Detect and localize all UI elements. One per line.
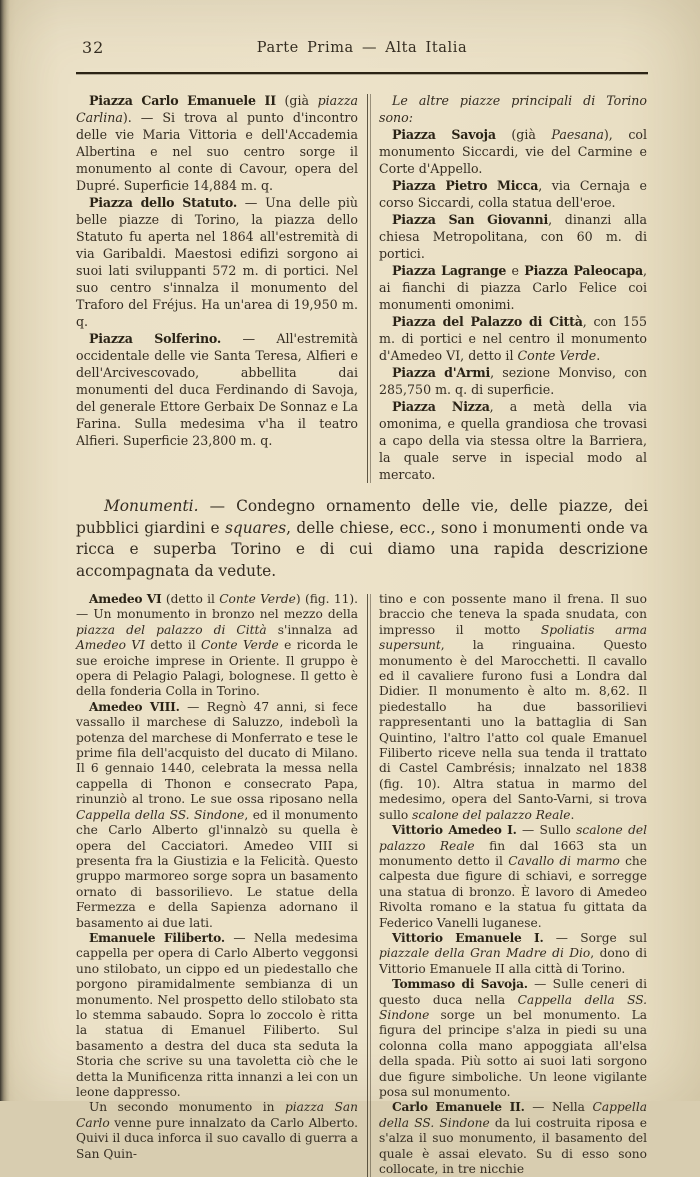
- paragraph: Amedeo VIII. — Regnò 47 anni, si fece vassallo il marchese di Saluzzo, indebolì la potenza del marchese di Monferrato e tese le prime fila dell'acquisto del ducato di Milano. Il 6 gennaio 1440, celebrata la messa nella cappella di Thonon e consecrato Papa, rinunziò al trono. Le sue ossa riposano nella Cappella della SS. Sindone, ed il monumento che Carlo Alberto gl'innalzò su quella è opera del Cacciatori. Amedeo VIII si presenta fra la Giustizia e la Felicità. Questo gruppo marmoreo sorge sopra un basamento ornato di bassorilievo. Le statue della Fermezza e della Sapienza adornano il basamento ai due lati.: [76, 699, 359, 930]
- paragraph: Piazza Savoja (già Paesana), col monumento Siccardi, vie del Carmine e Corte d'Appello.: [379, 127, 647, 176]
- paragraph: Le altre piazze principali di Torino sono:: [379, 93, 647, 125]
- paragraph: Vittorio Amedeo I. — Sullo scalone del palazzo Reale fin dal 1663 sta un monumento detto il Cavallo di marmo che calpesta due figure di schiavi, e sorregge una statua di bronzo. È lavoro di Amedeo Rivolta romano e la statua fu gittata da Federico Vanelli luganese.: [379, 823, 647, 930]
- lower-left-column: [76, 592, 358, 1177]
- paragraph: Amedeo VI (detto il Conte Verde) (fig. 11). — Un monumento in bronzo nel mezzo della piazza del palazzo di Città s'innalza ad Amedeo VI detto il Conte Verde e ricorda le sue eroiche imprese in Oriente. Il gruppo è opera di Pelagio Palagi, bolognese. Il getto è della fonderia Colla in Torino.: [76, 592, 358, 699]
- upper-section: [76, 92, 648, 483]
- running-head: Parte Prima — Alta Italia: [256, 40, 468, 56]
- page-number: 32: [82, 38, 105, 57]
- paragraph: Piazza Pietro Micca, via Cernaja e corso Siccardi, colla statua dell'eroe.: [379, 178, 648, 210]
- paragraph: Un secondo monumento in piazza San Carlo venne pure innalzato da Carlo Alberto. Quivi il duca inforca il suo cavallo di guerra a San Quin-: [76, 1100, 358, 1161]
- paragraph: Piazza San Giovanni, dinanzi alla chiesa Metropolitana, con 60 m. di portici.: [379, 212, 647, 261]
- lower-right-column: [379, 592, 647, 1177]
- paragraph: Carlo Emanuele II. — Nella Cappella della SS. Sindone da lui costruita riposa e s'alza il suo monumento, il basamento del quale è assai elevato. Su di esso sono collocate, in tre nicchie: [379, 1100, 648, 1177]
- paragraph: Piazza dello Statuto. — Una delle più belle piazze di Torino, la piazza dello Statuto fu aperta nel 1864 all'estremità di via Garibaldi. Maestosi edifizi sorgono ai suoi lati sviluppanti 572 m. di portici. Nel suo centro s'innalza il monumento del Traforo del Fréjus. Ha un'area di 19,950 m. q.: [76, 195, 358, 329]
- paragraph: Tommaso di Savoja. — Sulle ceneri di questo duca nella Cappella della SS. Sindone sorge un bel monumento. La figura del principe s'alza in piedi su una colonna colla mano appoggiata all'elsa della spada. Più sotto ai suoi lati sorgono due figure simboliche. Un leone vigilante posa sul monumento.: [379, 977, 648, 1099]
- paragraph: Emanuele Filiberto. — Nella medesima cappella per opera di Carlo Alberto veggonsi uno stilobato, un cippo ed un piedestallo che porgono piramidalmente sembianza di un monumento. Nel prospetto dello stilobato sta lo stemma sabaudo. Sopra lo zoccolo è ritta la statua di Emanuel Filiberto. Sul basamento a destra del duca sta seduta la Storia che scrive su una tavoletta ciò che le detta la Munificenza ritta innanzi a lei con un leone dappresso.: [76, 930, 358, 1099]
- paragraph: Piazza d'Armi, sezione Monviso, con 285,750 m. q. di superficie.: [379, 365, 647, 397]
- paragraph: Piazza Lagrange e Piazza Paleocapa, ai fianchi di piazza Carlo Felice coi monumenti omonimi.: [379, 263, 647, 312]
- paragraph: Vittorio Emanuele I. — Sorge sul piazzale della Gran Madre di Dio, dono di Vittorio Emanuele II alla città di Torino.: [379, 930, 648, 976]
- page-content: [76, 36, 648, 1177]
- paragraph: Monumenti. — Condegno ornamento delle vie, delle piazze, dei pubblici giardini e squares, delle chiese, ecc., sono i monumenti onde va ricca e superba Torino e di cui diamo una rapida descrizione accompagnata da vedute.: [76, 497, 649, 580]
- paragraph: Piazza del Palazzo di Città, con 155 m. di portici e nel centro il monumento d'Amedeo VI, detto il Conte Verde.: [379, 314, 647, 363]
- paragraph: Piazza Solferino. — All'estremità occidentale delle vie Santa Teresa, Alfieri e dell'Arcivescovado, abbellita dai monumenti del duca Ferdinando di Savoja, del generale Ettore Gerbaix De Sonnaz e La Farina. Sulla medesima v'ha il teatro Alfieri. Superficie 23,800 m. q.: [76, 331, 358, 448]
- page-header: [76, 36, 648, 62]
- scan-edge-shadow: [0, 0, 10, 1101]
- paragraph: Piazza Nizza, a metà della via omonima, e quella grandiosa che trovasi a capo della via stessa oltre la Barriera, la quale serve in ispecial modo al mercato.: [379, 399, 647, 482]
- upper-right-column: [379, 92, 647, 483]
- header-rule: [76, 72, 648, 75]
- upper-left-column: [76, 92, 358, 483]
- lower-section: [76, 592, 648, 1177]
- column-divider: [367, 594, 371, 1177]
- column-divider: [367, 94, 371, 483]
- monumenti-intro: [76, 496, 648, 582]
- paragraph: tino e con possente mano il frena. Il suo braccio che teneva la spada snudata, con impresso il motto Spoliatis arma supersunt, la ringuaina. Questo monumento è del Marocchetti. Il cavallo ed il cavaliere furono fusi a Londra dal Didier. Il monumento è alto m. 8,62. Il piedestallo ha due bassorilievi rappresentanti uno la battaglia di San Quintino, l'altro l'atto col quale Emanuel Filiberto riceve nella sua tenda il trattato di Castel Cambrésis; innalzato nel 1838 (fig. 10). Altra statua in marmo del medesimo, opera del Santo-Varni, si trova sullo scalone del palazzo Reale.: [379, 592, 648, 822]
- paragraph: Piazza Carlo Emanuele II (già piazza Carlina). — Si trova al punto d'incontro delle vie Maria Vittoria e dell'Accademia Albertina e nel suo centro sorge il monumento al conte di Cavour, opera del Dupré. Superficie 14,884 m. q.: [76, 93, 358, 193]
